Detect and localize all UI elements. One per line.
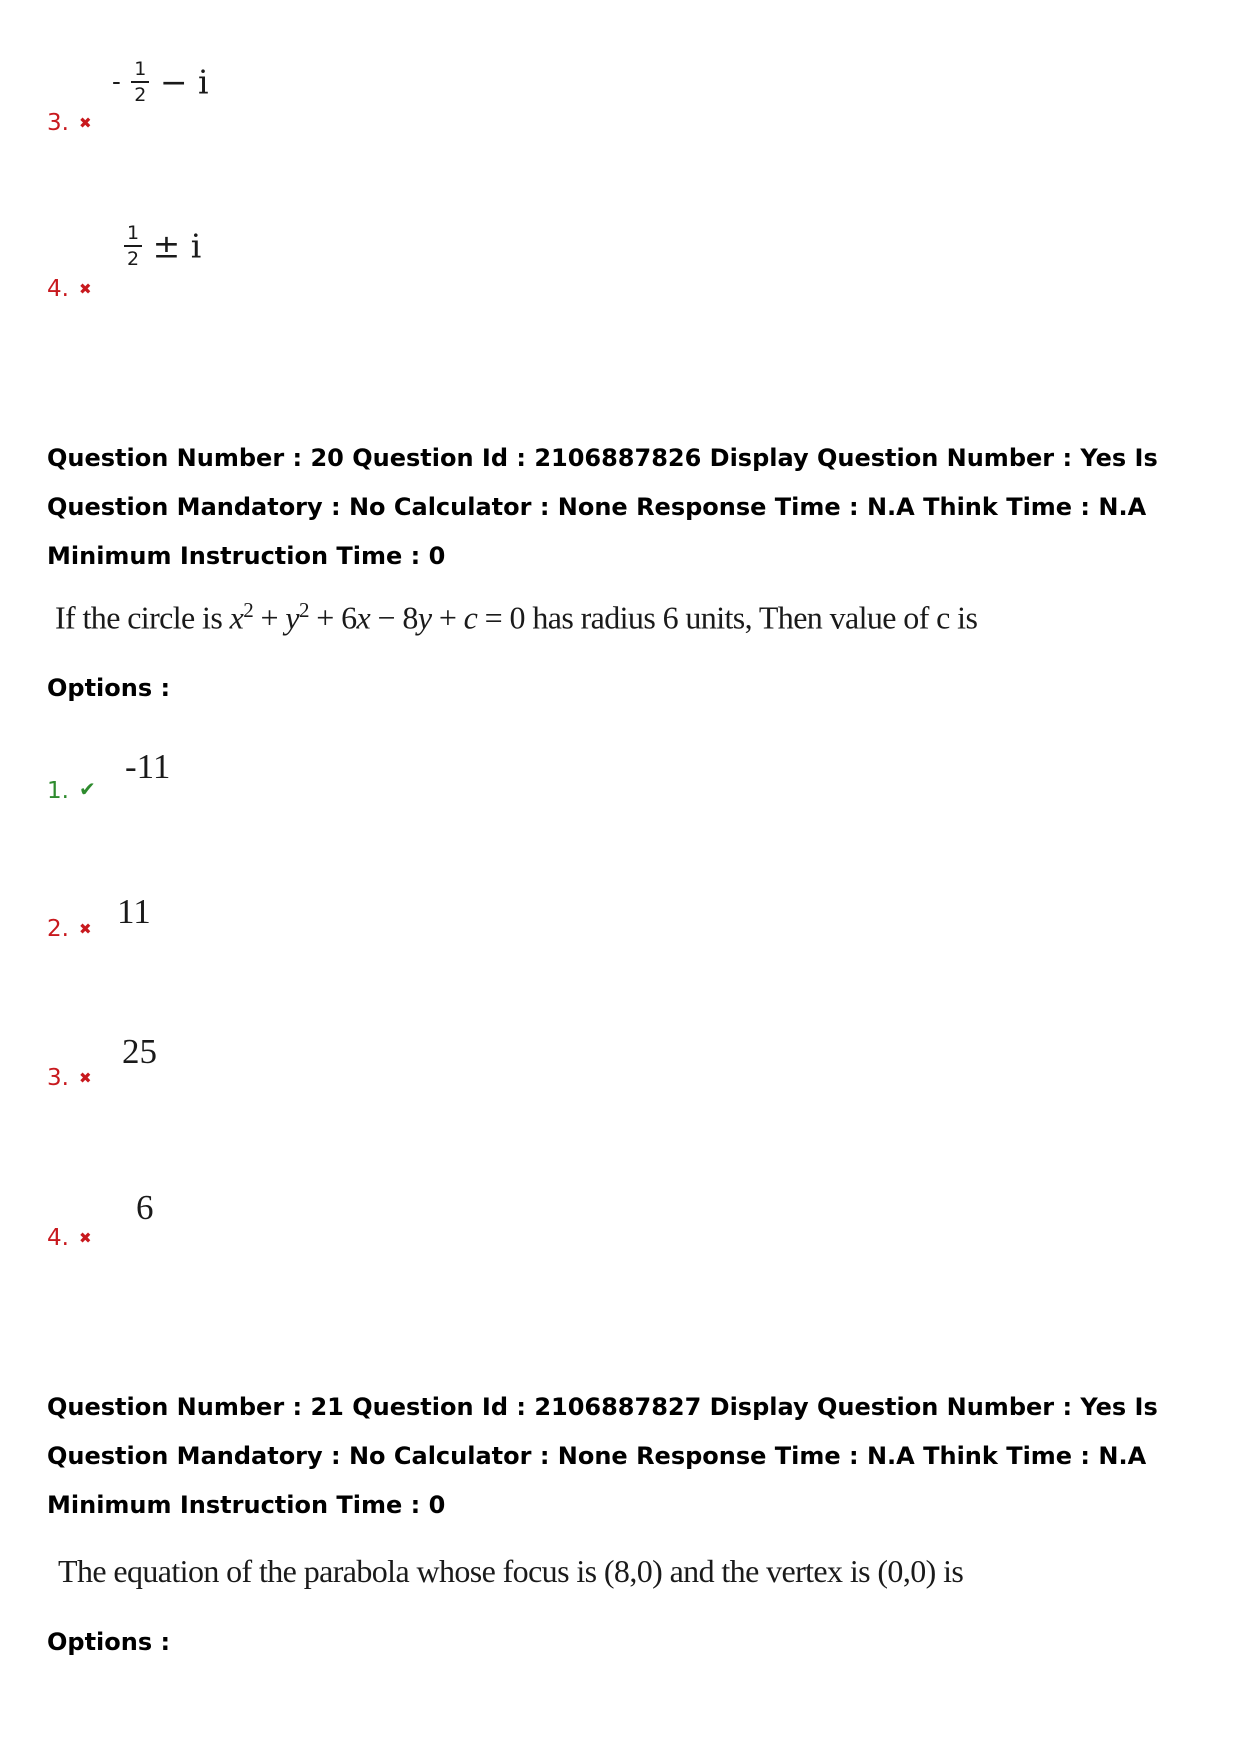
question-20-text [55,598,977,637]
text-part: + [431,599,464,636]
prev-option-3 [47,110,92,136]
minus-sign: - [112,67,121,97]
prev-option-4 [47,276,92,302]
option-number: 4. [47,1225,69,1251]
check-icon: ✔ [78,777,96,801]
numerator: 1 [131,58,149,83]
text-part: − 8 [370,599,418,636]
exponent: 2 [298,598,309,622]
cross-icon: ✖ [78,1229,92,1247]
fraction [124,222,142,270]
q20-option-1 [47,778,96,804]
denominator: 2 [127,248,140,270]
cross-icon: ✖ [78,1069,92,1087]
option-number: 3. [47,1065,69,1091]
q20-option-1-value: -11 [125,747,171,786]
var-y: y [285,599,299,636]
q20-option-4 [47,1225,92,1251]
prev-option-4-formula [124,222,201,270]
option-number: 3. [47,110,69,136]
option-number: 2. [47,916,69,942]
formula-rest: ± i [152,226,202,266]
formula-rest: − i [159,62,209,102]
var-x: x [356,599,371,636]
question-20-meta: Question Number : 20 Question Id : 2106887826 Display Question Number : Yes Is Question Mandatory : No Calculator : None Response Time : N.A Think Time : N.A Minimum Instruction Time : 0 [47,444,1158,570]
exponent: 2 [243,598,254,622]
q20-option-3 [47,1065,92,1091]
prev-option-3-formula [112,58,209,106]
cross-icon: ✖ [78,114,92,132]
text-part: + [253,599,286,636]
q20-option-4-value: 6 [136,1188,154,1227]
var-y: y [417,599,432,636]
text-part: If the circle is [55,599,230,636]
text-part: + 6 [308,599,357,636]
var-x: x [229,599,244,636]
q20-option-2-value: 11 [117,892,151,931]
options-label: Options : [47,674,171,702]
text-part: = 0 has radius 6 units, Then value of c is [477,599,978,636]
option-number: 1. [47,778,69,804]
q20-option-3-value: 25 [122,1032,157,1071]
question-21-text: The equation of the parabola whose focus is (8,0) and the vertex is (0,0) is [58,1553,964,1589]
options-label: Options : [47,1628,171,1656]
cross-icon: ✖ [78,920,92,938]
option-number: 4. [47,276,69,302]
cross-icon: ✖ [78,280,92,298]
q20-option-2 [47,916,92,942]
var-c: c [463,599,478,636]
fraction [131,58,149,106]
numerator: 1 [124,222,142,247]
question-21-meta: Question Number : 21 Question Id : 2106887827 Display Question Number : Yes Is Question Mandatory : No Calculator : None Response Time : N.A Think Time : N.A Minimum Instruction Time : 0 [47,1393,1158,1519]
denominator: 2 [134,84,147,106]
